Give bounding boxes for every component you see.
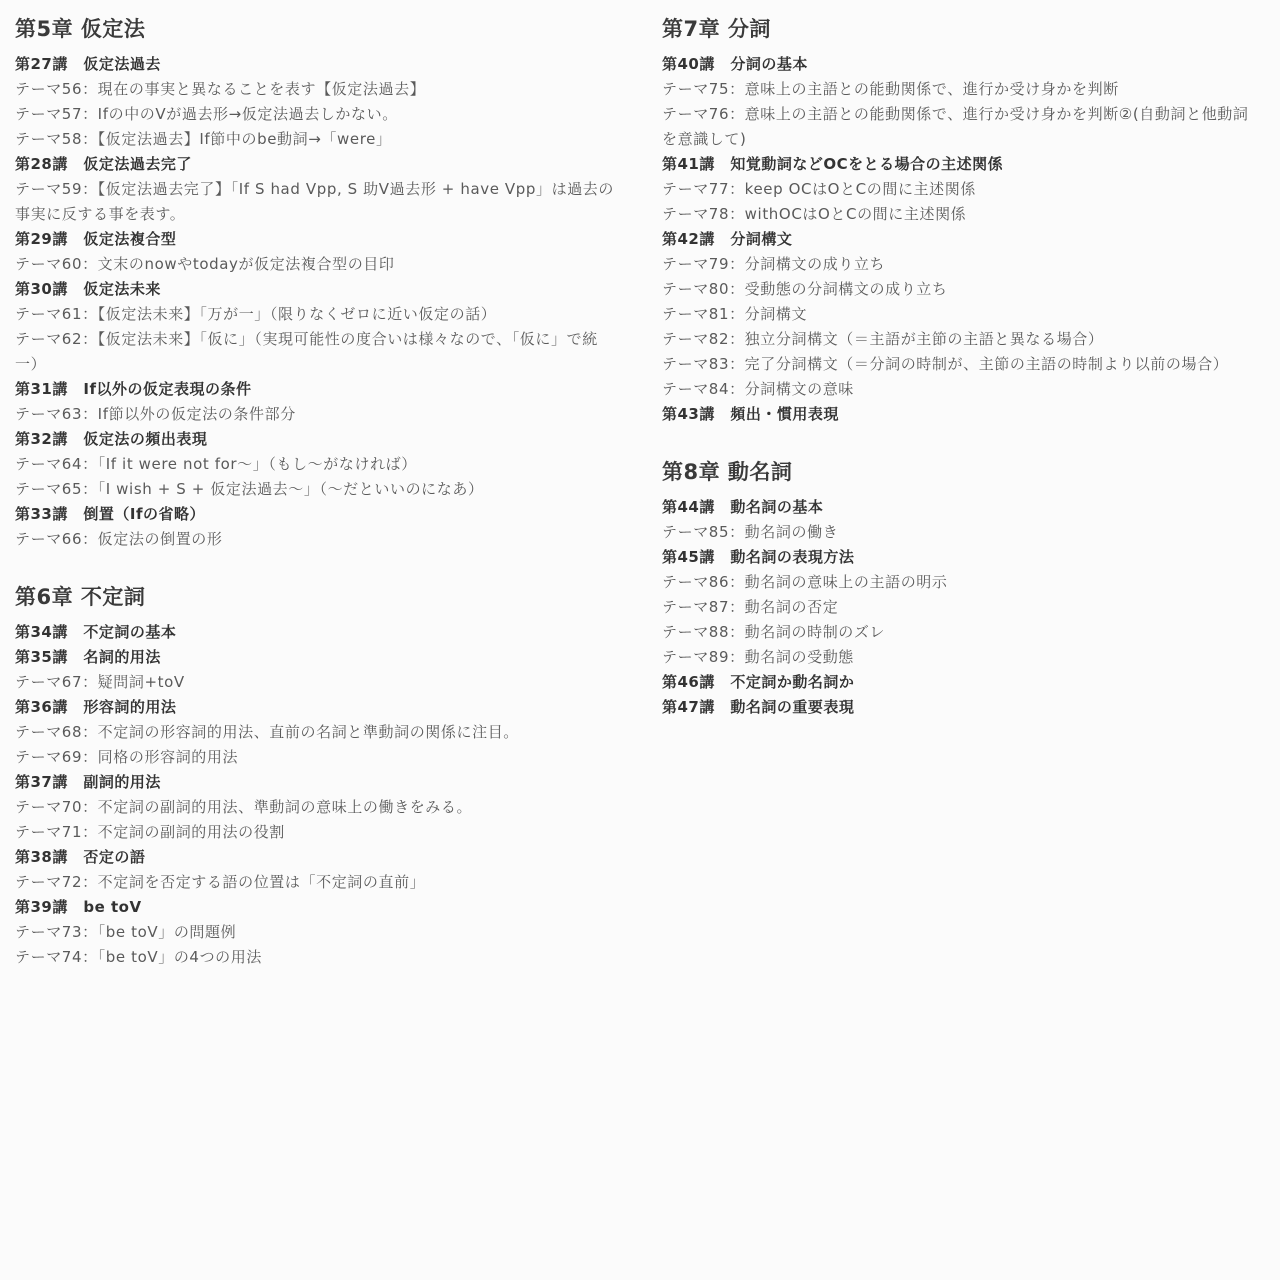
- right-column: [662, 14, 1262, 720]
- theme-item: テーマ57：Ifの中のVが過去形→仮定法過去しかない。: [15, 105, 398, 123]
- theme-item: テーマ61：【仮定法未来】「万が一」（限りなくゼロに近い仮定の話）: [15, 305, 497, 323]
- theme-item: テーマ68：不定詞の形容詞的用法、直前の名詞と準動詞の関係に注目。: [15, 723, 519, 741]
- lecture-heading: 第36講 形容詞的用法: [15, 698, 177, 716]
- lecture-heading: 第38講 否定の語: [15, 848, 146, 866]
- lecture-heading: 第47講 動名詞の重要表現: [662, 698, 855, 716]
- lecture-heading: 第33講 倒置（Ifの省略）: [15, 505, 205, 523]
- theme-item: テーマ73：「be toV」の問題例: [15, 923, 237, 941]
- chapter-section: [15, 582, 620, 970]
- theme-item: テーマ84：分詞構文の意味: [662, 380, 854, 398]
- theme-item: テーマ78：withOCはOとCの間に主述関係: [662, 205, 967, 223]
- lecture-heading: 第44講 動名詞の基本: [662, 498, 824, 516]
- theme-item: テーマ60：文末のnowやtodayが仮定法複合型の目印: [15, 255, 395, 273]
- lecture-heading: 第46講 不定詞か動名詞か: [662, 673, 855, 691]
- lecture-heading: 第37講 副詞的用法: [15, 773, 161, 791]
- theme-item: テーマ72：不定詞を否定する語の位置は「不定詞の直前」: [15, 873, 426, 891]
- chapter-title: 第8章 動名詞: [662, 460, 793, 484]
- theme-item: テーマ87：動名詞の否定: [662, 598, 839, 616]
- theme-item: テーマ79：分詞構文の成り立ち: [662, 255, 886, 273]
- lecture-heading: 第45講 動名詞の表現方法: [662, 548, 855, 566]
- theme-item: テーマ81：分詞構文: [662, 305, 808, 323]
- chapter-title: 第6章 不定詞: [15, 585, 146, 609]
- lecture-heading: 第34講 不定詞の基本: [15, 623, 177, 641]
- lecture-heading: 第29講 仮定法複合型: [15, 230, 177, 248]
- theme-item: テーマ88：動名詞の時制のズレ: [662, 623, 886, 641]
- theme-item: テーマ56：現在の事実と異なることを表す【仮定法過去】: [15, 80, 426, 98]
- theme-item: テーマ65：「I wish + S + 仮定法過去～」（～だといいのになあ）: [15, 480, 484, 498]
- lecture-heading: 第28講 仮定法過去完了: [15, 155, 192, 173]
- theme-item: テーマ77：keep OCはOとCの間に主述関係: [662, 180, 976, 198]
- lecture-heading: 第41講 知覚動詞などOCをとる場合の主述関係: [662, 155, 1004, 173]
- theme-item: テーマ80：受動態の分詞構文の成り立ち: [662, 280, 948, 298]
- lecture-heading: 第40講 分詞の基本: [662, 55, 808, 73]
- theme-item: テーマ83：完了分詞構文（＝分詞の時制が、主節の主語の時制より以前の場合）: [662, 355, 1229, 373]
- theme-item: テーマ66：仮定法の倒置の形: [15, 530, 223, 548]
- theme-item: テーマ75：意味上の主語との能動関係で、進行か受け身かを判断: [662, 80, 1119, 98]
- chapter-title: 第7章 分詞: [662, 17, 771, 41]
- left-column: [15, 14, 620, 970]
- chapter-section: [15, 14, 620, 552]
- theme-item: テーマ69：同格の形容詞的用法: [15, 748, 239, 766]
- lecture-heading: 第32講 仮定法の頻出表現: [15, 430, 208, 448]
- lecture-heading: 第39講 be toV: [15, 898, 142, 916]
- lecture-heading: 第35講 名詞的用法: [15, 648, 161, 666]
- theme-item: テーマ63：If節以外の仮定法の条件部分: [15, 405, 296, 423]
- theme-item: テーマ86：動名詞の意味上の主語の明示: [662, 573, 948, 591]
- theme-item: テーマ71：不定詞の副詞的用法の役割: [15, 823, 285, 841]
- chapter-section: [662, 14, 1262, 427]
- lecture-heading: 第27講 仮定法過去: [15, 55, 161, 73]
- theme-item: テーマ62：【仮定法未来】「仮に」（実現可能性の度合いは様々なので、「仮に」で統一）: [15, 330, 598, 373]
- lecture-heading: 第43講 頻出・慣用表現: [662, 405, 839, 423]
- theme-item: テーマ70：不定詞の副詞的用法、準動詞の意味上の働きをみる。: [15, 798, 473, 816]
- theme-item: テーマ67：疑問詞+toV: [15, 673, 185, 691]
- theme-item: テーマ89：動名詞の受動態: [662, 648, 854, 666]
- chapter-section: [662, 457, 1262, 720]
- lecture-heading: 第31講 If以外の仮定表現の条件: [15, 380, 252, 398]
- theme-item: テーマ82：独立分詞構文（＝主語が主節の主語と異なる場合）: [662, 330, 1104, 348]
- theme-item: テーマ74：「be toV」の4つの用法: [15, 948, 262, 966]
- theme-item: テーマ85：動名詞の働き: [662, 523, 839, 541]
- chapter-title: 第5章 仮定法: [15, 17, 146, 41]
- lecture-heading: 第30講 仮定法未来: [15, 280, 161, 298]
- theme-item: テーマ64：「If it were not for～」（もし～がなければ）: [15, 455, 417, 473]
- theme-item: テーマ58：【仮定法過去】If節中のbe動詞→「were」: [15, 130, 392, 148]
- theme-item: テーマ59：【仮定法過去完了】「If S had Vpp, S 助V過去形 + have Vpp」は過去の事実に反する事を表す。: [15, 180, 615, 223]
- lecture-heading: 第42講 分詞構文: [662, 230, 793, 248]
- theme-item: テーマ76：意味上の主語との能動関係で、進行か受け身かを判断②(自動詞と他動詞を意識して): [662, 105, 1249, 148]
